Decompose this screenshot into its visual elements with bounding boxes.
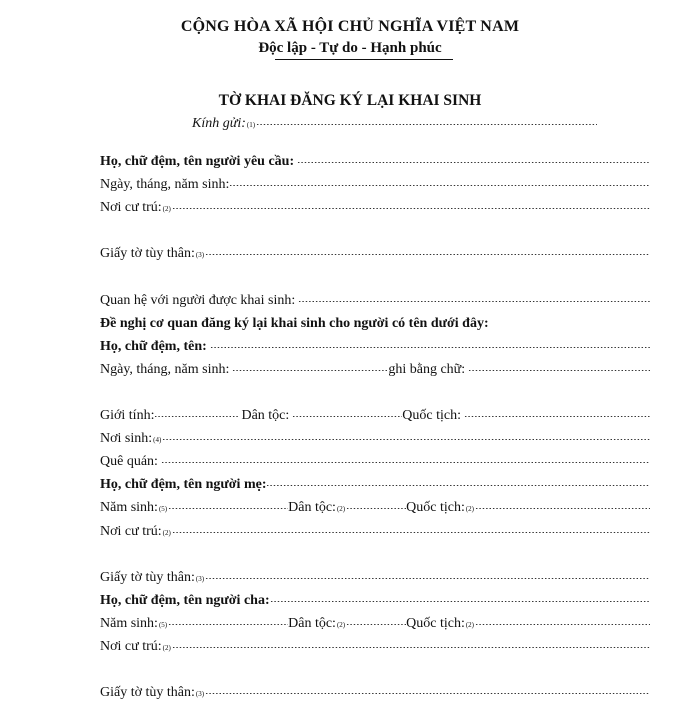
requester-dob-fill-line[interactable] [229, 185, 650, 186]
mother-id-row: Giấy tờ tùy thân: (3) [100, 566, 650, 589]
child-dob-fill-line[interactable] [232, 370, 388, 371]
form-title: TỜ KHAI ĐĂNG KÝ LẠI KHAI SINH [218, 92, 482, 109]
child-dob-row [100, 358, 650, 381]
ethnicity-label: Dân tộc: [241, 408, 290, 424]
father-nationality-label: Quốc tịch: [406, 615, 465, 631]
hometown-row [100, 450, 650, 473]
requester-residence-fill-line[interactable] [172, 208, 650, 209]
father-residence-continuation [100, 658, 650, 681]
father-name-row [100, 589, 650, 612]
birthplace-label: Nơi sinh: [100, 431, 153, 447]
country-name: CỘNG HÒA XÃ HỘI CHỦ NGHĨA VIỆT NAM [180, 18, 520, 35]
recipient-line: Kính gửi: (1) [192, 116, 597, 132]
gender-fill-line[interactable] [154, 416, 238, 417]
child-dob-continuation [100, 381, 650, 404]
recipient-fill-line[interactable] [256, 124, 597, 125]
father-ethnicity-fill-line[interactable] [346, 624, 406, 625]
motto-underline [275, 59, 453, 60]
birthplace-fill-line[interactable] [162, 439, 650, 440]
national-motto: Độc lập - Tự do - Hạnh phúc [258, 40, 442, 56]
requester-name-fill-line[interactable] [297, 162, 650, 163]
father-name-fill-line[interactable] [270, 601, 650, 602]
gender-label: Giới tính: [100, 408, 155, 424]
form-body [100, 150, 650, 704]
ethnicity-fill-line[interactable] [292, 416, 402, 417]
father-nationality-fill-line[interactable] [475, 624, 650, 625]
requester-name-row [100, 150, 650, 173]
requester-id-fill-line[interactable] [205, 254, 650, 255]
father-name-label: Họ, chữ đệm, tên người cha: [100, 592, 270, 608]
mother-birth-year-label: Năm sinh: [100, 500, 158, 516]
birthplace-row: Nơi sinh: (4) [100, 427, 650, 450]
gender-ethnicity-row [100, 404, 650, 427]
mother-name-label: Họ, chữ đệm, tên người mẹ: [100, 477, 267, 493]
father-ethnicity-label: Dân tộc: [288, 615, 336, 631]
relationship-label: Quan hệ với người được khai sinh: [100, 292, 296, 308]
mother-residence-row: Nơi cư trú: (2) [100, 520, 650, 543]
mother-nationality-fill-line[interactable] [475, 508, 650, 509]
father-id-row: Giấy tờ tùy thân: (3) [100, 681, 650, 704]
mother-id-fill-line[interactable] [205, 578, 650, 579]
child-name-row [100, 335, 650, 358]
child-dob-words-label: ghi bằng chữ: [388, 361, 466, 377]
nationality-fill-line[interactable] [464, 416, 650, 417]
mother-nationality-label: Quốc tịch: [406, 500, 465, 516]
father-id-label: Giấy tờ tùy thân: [100, 685, 195, 701]
father-birth-year-fill-line[interactable] [168, 624, 288, 625]
requester-dob-row [100, 173, 650, 196]
document-header [0, 16, 700, 60]
father-residence-fill-line[interactable] [172, 647, 650, 648]
request-statement: Đề nghị cơ quan đăng ký lại khai sinh cho người có tên dưới đây: [100, 315, 489, 331]
mother-name-row [100, 473, 650, 496]
child-name-fill-line[interactable] [210, 347, 650, 348]
mother-id-label: Giấy tờ tùy thân: [100, 569, 195, 585]
mother-ethnicity-fill-line[interactable] [346, 508, 406, 509]
child-name-label: Họ, chữ đệm, tên: [100, 338, 207, 354]
mother-residence-label: Nơi cư trú: [100, 523, 162, 539]
mother-birth-row: Năm sinh: (5) Dân tộc: (2) Quốc tịch: (2) [100, 496, 650, 519]
relationship-fill-line[interactable] [298, 301, 650, 302]
requester-residence-row: Nơi cư trú: (2) [100, 196, 650, 219]
hometown-label: Quê quán: [100, 454, 158, 470]
mother-residence-continuation [100, 543, 650, 566]
recipient-label: Kính gửi: [192, 116, 246, 131]
child-dob-words-fill-line[interactable] [468, 370, 650, 371]
requester-residence-label: Nơi cư trú: [100, 200, 162, 216]
requester-id-label: Giấy tờ tùy thân: [100, 246, 195, 262]
hometown-fill-line[interactable] [161, 462, 650, 463]
request-statement-row [100, 312, 650, 335]
mother-name-fill-line[interactable] [266, 485, 650, 486]
relationship-row [100, 289, 650, 312]
nationality-label: Quốc tịch: [402, 408, 462, 424]
requester-name-label: Họ, chữ đệm, tên người yêu cầu: [100, 154, 295, 169]
child-dob-label: Ngày, tháng, năm sinh: [100, 361, 230, 377]
requester-dob-label: Ngày, tháng, năm sinh: [100, 177, 230, 193]
requester-residence-continuation [100, 219, 650, 242]
father-birth-row: Năm sinh: (5) Dân tộc: (2) Quốc tịch: (2) [100, 612, 650, 635]
mother-birth-year-fill-line[interactable] [168, 508, 288, 509]
father-id-fill-line[interactable] [205, 693, 650, 694]
requester-id-continuation [100, 265, 650, 288]
requester-id-row: Giấy tờ tùy thân: (3) [100, 242, 650, 265]
father-residence-label: Nơi cư trú: [100, 638, 162, 654]
father-residence-row: Nơi cư trú: (2) [100, 635, 650, 658]
mother-residence-fill-line[interactable] [172, 532, 650, 533]
mother-ethnicity-label: Dân tộc: [288, 500, 336, 516]
father-birth-year-label: Năm sinh: [100, 615, 158, 631]
